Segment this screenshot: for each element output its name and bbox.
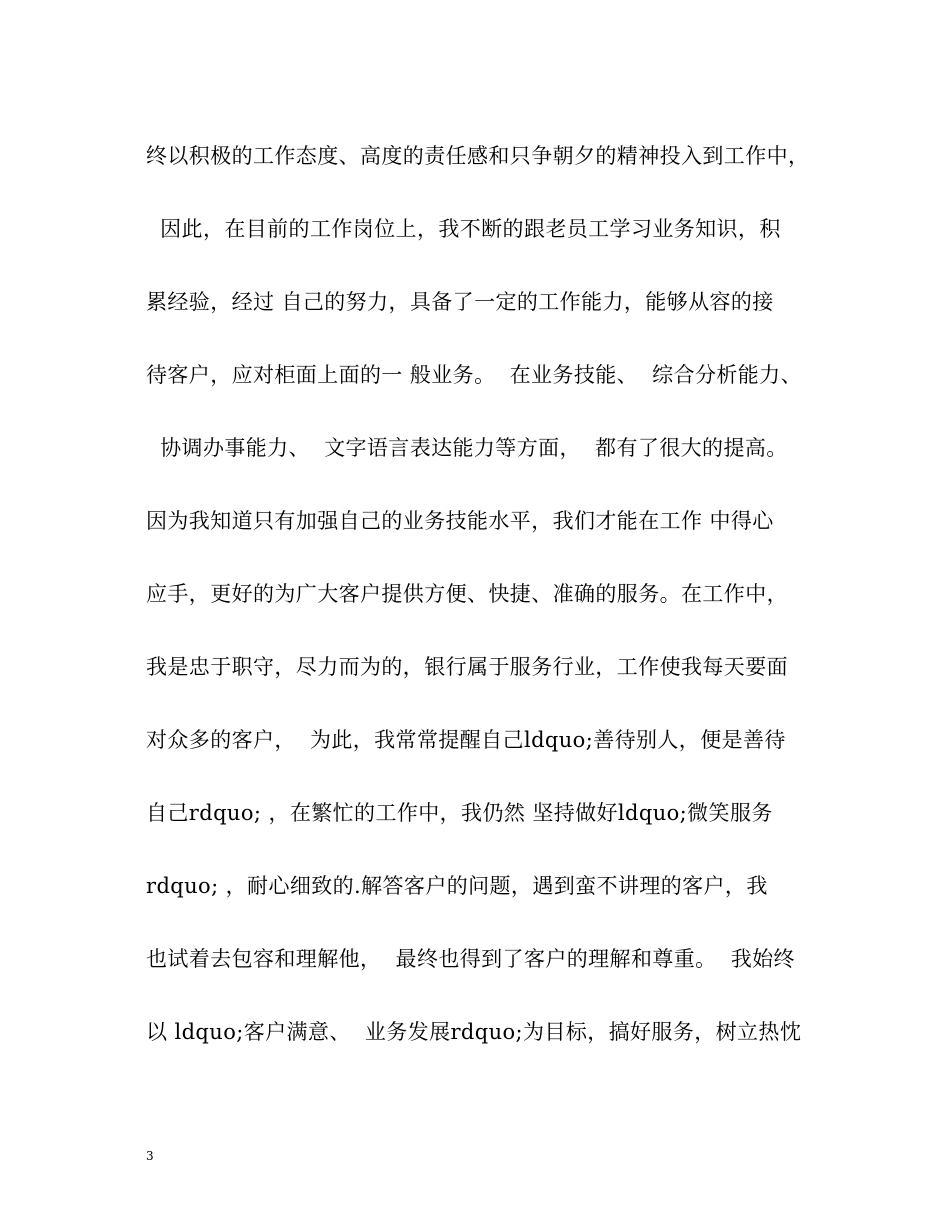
page-number: 3 [146,1149,154,1163]
paragraph-line: 应手，更好的为广大客户提供方便、快捷、准确的服务。在工作中， [146,582,788,606]
paragraph-line: 自己rdquo; ，在繁忙的工作中，我仍然 坚持做好ldquo;微笑服务 [146,801,773,825]
paragraph-line: 因为我知道只有加强自己的业务技能水平，我们才能在工作 中得心 [146,509,774,533]
paragraph-line: 我是忠于职守，尽力而为的，银行属于服务行业，工作使我每天要面 [146,655,788,679]
paragraph-line: 待客户，应对柜面上面的一 般业务。 在业务技能、 综合分析能力、 [146,363,802,387]
paragraph-line: rdquo; ，耐心细致的.解答客户的问题，遇到蛮不讲理的客户，我 [146,874,768,898]
paragraph-line: 因此，在目前的工作岗位上，我不断的跟老员工学习业务知识，积 [146,217,781,241]
paragraph-line: 终以积极的工作态度、高度的责任感和只争朝夕的精神投入到工作中， [146,144,810,168]
paragraph-line: 累经验，经过 自己的努力，具备了一定的工作能力，能够从容的接 [146,290,774,314]
paragraph-line: 协调办事能力、 文字语言表达能力等方面， 都有了很大的提高。 [146,436,788,460]
paragraph-line: 以 ldquo;客户满意、 业务发展rdquo;为目标，搞好服务，树立热忱 [146,1020,802,1044]
paragraph-line: 对众多的客户， 为此，我常常提醒自己ldquo;善待别人，便是善待 [146,728,786,752]
paragraph-line: 也试着去包容和理解他， 最终也得到了客户的理解和尊重。 我始终 [146,947,795,971]
